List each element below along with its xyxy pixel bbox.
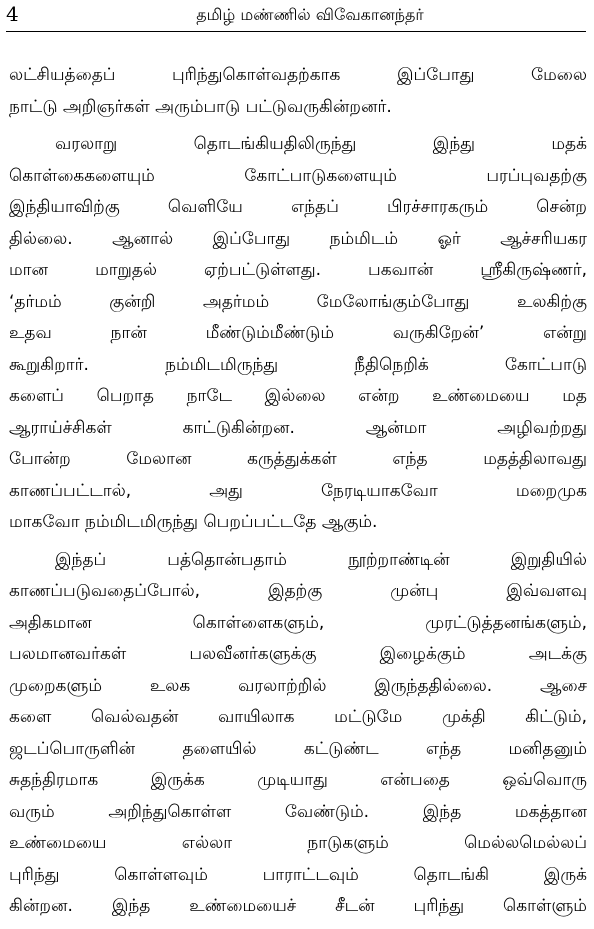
text-line: கின்றன. இந்த உண்மையைச் சீடன் புரிந்து கொள்ளும் — [9, 896, 587, 916]
text-line: லட்சியத்தைப் புரிந்துகொள்வதற்காக இப்போது மேலை — [9, 65, 587, 85]
text-line: இந்தப் பத்தொன்பதாம் நூற்றாண்டின் இறுதியில் — [55, 549, 587, 570]
text-line: வரலாறு தொடங்கியதிலிருந்து இந்து மதக் — [55, 134, 587, 154]
text-line: தில்லை. ஆனால் இப்போது நம்மிடம் ஓர் ஆச்சரியகர — [9, 228, 587, 249]
text-line: ‘தர்மம் குன்றி அதர்மம் மேலோங்கும்போது உலகிற்கு — [9, 291, 587, 312]
text-line: ஆராய்ச்சிகள் காட்டுகின்றன. ஆன்மா அழிவற்றது — [9, 417, 587, 438]
text-line: காணப்பட்டால், அது நேரடியாகவோ மறைமுக — [9, 480, 587, 501]
text-line: கொள்கைகளையும் கோட்பாடுகளையும் பரப்புவதற்கு — [9, 165, 587, 186]
text-line: முறைகளும் உலக வரலாற்றில் இருந்ததில்லை. ஆசை — [9, 675, 587, 696]
text-line: போன்ற மேலான கருத்துக்கள் எந்த மதத்திலாவது — [9, 449, 587, 469]
page-number: 4 — [6, 2, 19, 26]
text-line: மான மாறுதல் ஏற்பட்டுள்ளது. பகவான் ஸ்ரீகிருஷ்ணர், — [9, 260, 587, 280]
text-line: கூறுகிறார். நம்மிடமிருந்து நீதிநெறிக் கோட்பாடு — [9, 354, 587, 375]
text-line: அதிகமான கொள்ளைகளும், முரட்டுத்தனங்களும், — [9, 612, 587, 633]
text-line: மாகவோ நம்மிடமிருந்து பெறப்பட்டதே ஆகும். — [9, 512, 378, 532]
text-line: களைப் பெறாத நாடே இல்லை என்ற உண்மையை மத — [9, 386, 587, 406]
text-line: நாட்டு அறிஞர்கள் அரும்பாடு பட்டுவருகின்றனர். — [9, 96, 392, 117]
text-line: உண்மையை எல்லா நாடுகளும் மெல்லமெல்லப் — [9, 833, 587, 853]
text-line: வரும் அறிந்துகொள்ள வேண்டும். இந்த மகத்தான — [9, 801, 587, 822]
paragraph — [9, 60, 587, 123]
text-line: களை வெல்வதன் வாயிலாக மட்டுமே முக்தி கிட்டும், — [9, 707, 587, 727]
text-line: உதவ நான் மீண்டும்மீண்டும் வருகிறேன்’ என்று — [9, 323, 587, 343]
page-header — [0, 0, 594, 33]
header-rule — [6, 31, 586, 32]
text-line: இந்தியாவிற்கு வெளியே எந்தப் பிரச்சாரகரும் சென்ற — [9, 197, 587, 217]
paragraph — [9, 129, 587, 539]
text-line: காணப்படுவதைப்போல், இதற்கு முன்பு இவ்வளவு — [9, 581, 587, 601]
text-line: சுதந்திரமாக இருக்க முடியாது என்பதை ஒவ்வொரு — [9, 770, 587, 790]
text-line: பலமானவர்கள் பலவீனர்களுக்கு இழைக்கும் அடக்கு — [9, 644, 587, 664]
body-text — [9, 60, 587, 929]
text-line: புரிந்து கொள்ளவும் பாராட்டவும் தொடங்கி இருக் — [9, 864, 587, 885]
text-line: ஜடப்பொருளின் தளையில் கட்டுண்ட எந்த மனிதனும் — [9, 738, 587, 759]
paragraph — [9, 545, 587, 923]
running-title: தமிழ் மண்ணில் விவேகானந்தர் — [196, 5, 424, 24]
